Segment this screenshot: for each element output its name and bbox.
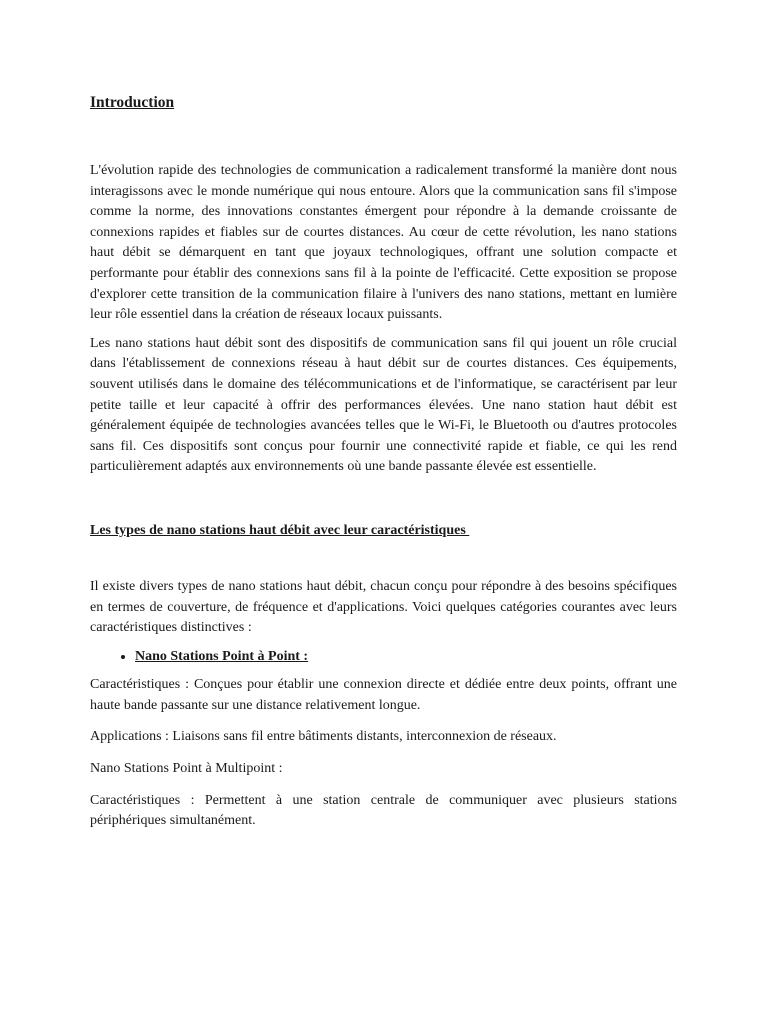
ptp-characteristics: Caractéristiques : Conçues pour établir une connexion directe et dédiée entre deux points, offrant une haute bande passante sur une distance relativement longue.	[90, 677, 677, 713]
ptmp-characteristics: Caractéristiques : Permettent à une station centrale de communiquer avec plusieurs stations périphériques simultanément.	[90, 792, 677, 829]
types-intro-paragraph: Il existe divers types de nano stations haut débit, chacun conçu pour répondre à des besoins spécifiques en termes de couverture, de fréquence et d'applications. Voici quelques catégories courantes avec leurs caractéristiques distinctives :	[90, 578, 677, 636]
types-bullet-list	[90, 647, 677, 668]
intro-paragraph-1: L'évolution rapide des technologies de communication a radicalement transformé la manière dont nous interagissons avec le monde numérique qui nous entoure. Alors que la communication sans fil s'impose comme la norme, des innovations constantes émergent pour répondre à la demande croissante de connexions rapides et fiables sur de courtes distances. Au cœur de cette révolution, les nano stations haut débit se démarquent en tant que joyaux technologiques, offrant une solution compacte et performante pour établir des connexions sans fil à la pointe de l'efficacité. Cette exposition se propose d'explorer cette transition de la communication filaire à l'univers des nano stations, mettant en lumière leur rôle essentiel dans la création de réseaux locaux puissants.	[90, 163, 677, 323]
ptmp-heading: Nano Stations Point à Multipoint :	[90, 761, 283, 777]
heading-introduction: Introduction	[90, 94, 175, 111]
ptp-applications: Applications : Liaisons sans fil entre bâtiments distants, interconnexion de réseaux.	[90, 729, 557, 745]
heading-types: Les types de nano stations haut débit avec leur caractéristiques	[90, 522, 470, 538]
bullet-point-to-point: • Nano Stations Point à Point :	[135, 647, 677, 668]
intro-paragraph-2: Les nano stations haut débit sont des dispositifs de communication sans fil qui jouent un rôle crucial dans l'établissement de connexions réseau à haut débit sur de courtes distances. Ces équipements, souvent utilisés dans le domaine des télécommunications et de l'informatique, se caractérisent par leur petite taille et leur capacité à offrir des performances élevées. Une nano station haut débit est généralement équipée de technologies avancées telles que le Wi-Fi, le Bluetooth ou d'autres protocoles sans fil. Ces dispositifs sont conçus pour fournir une connectivité rapide et fiable, ce qui les rend particulièrement adaptés aux environnements où une bande passante élevée est essentielle.	[90, 335, 677, 475]
document-body	[90, 92, 677, 832]
